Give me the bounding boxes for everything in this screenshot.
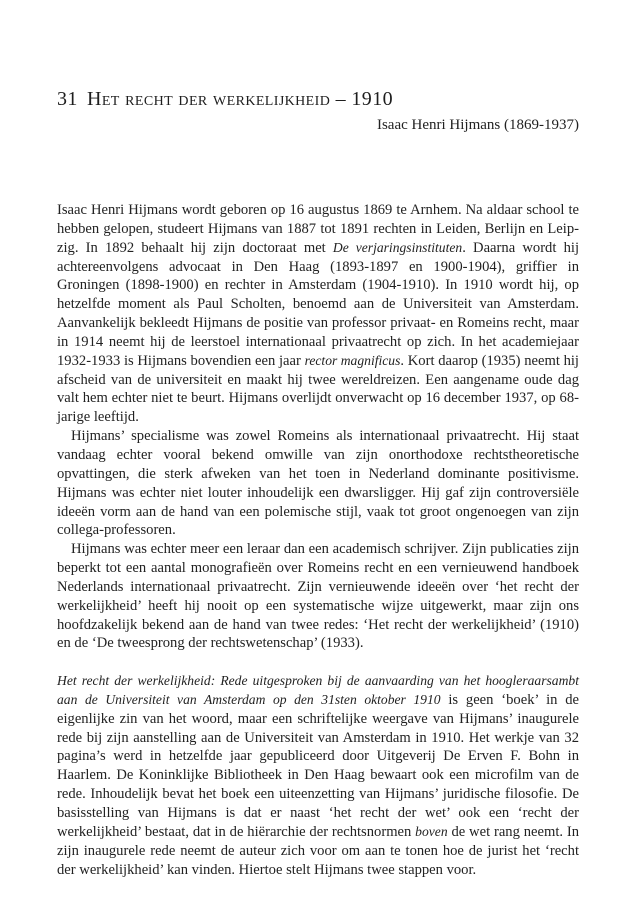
paragraph-book-description [57,672,579,879]
text-segment: . Daarna wordt hij achtereenvolgens advocaat in Den Haag (1893-1897 en 1900-1904), griffier in Groningen (1898-1900) en rechter in Amsterdam (1904-1910). In 1910 wordt hij, op hetzelfde moment als Paul Scholten, benoemd aan de Universiteit van Amsterdam. Aanvankelijk bekleedt Hijmans de positie van professor privaat- en Romeins recht, maar in 1914 neemt hij de leerstoel internationaal privaatrecht op zich. In het academiejaar 1932-1933 is Hijmans bovendien een jaar [57,239,579,369]
paragraph-publications [57,540,579,653]
italic-emphasis: boven [415,823,448,839]
text-segment: de wet rang neemt. In zijn inaugurele rede neemt de auteur zich voor om aan te tonen hoe de jurist het ‘recht der werkelijkheid’ kan vinden. Hiertoe stelt Hijmans twee stappen voor. [57,823,580,878]
chapter-title: Het recht der werkelijkheid – 1910 [87,88,394,110]
italic-title: De verjaringsinstituten [332,239,463,255]
chapter-author: Isaac Henri Hijmans (1869-1937) [376,117,579,133]
paragraph-specialism [57,427,579,540]
text-segment: Hijmans was echter meer een leraar dan een academisch schrijver. Zijn publicaties zijn beperkt tot een aantal monografieën over Romeins recht en een vernieuwend handboek Nederlands internationaal privaatrecht. Zijn vernieuwende ideeën over ‘het recht der werkelijkheid’ heeft hij nooit op een systematische wijze uitgewerkt, maar zijn ons hoofdzakelijk bekend aan de hand van twee redes: ‘Het recht der werkelijkheid’ (1910) en de ‘De tweesprong der rechtswetenschap’ (1933). [57,541,579,652]
chapter-heading [57,88,393,111]
text-segment: . Kort daarop (1935) neemt hij afscheid van de universiteit en maakt hij twee wereldreizen. Een aangename oude dag valt hem echter niet te beurt. Hijmans overlijdt onverwacht op 16 december 1937, op 68-jarige leeftijd. [57,352,579,426]
body-text [57,201,579,879]
italic-book-title: Het recht der werkelijkheid: Rede uitgesproken bij de aanvaarding van het hoogleraarsambt aan de Universiteit van Amsterdam op den 31sten oktober 1910 [57,673,579,707]
text-segment: is geen ‘boek’ in de eigenlijke zin van het woord, maar een schriftelijke weergave van Hijmans’ inaugurele rede bij zijn aanstelling aan de Universiteit van Amsterdam in 1910. Het werkje van 32 pagina’s werd in hetzelfde jaar gepubliceerd door Uitgeverij De Erven F. Bohn in Haarlem. De Koninklijke Bibliotheek in Den Haag bewaart ook een microfilm van de rede. Inhoudelijk bevat het boek een uiteenzetting van Hijmans’ juridische filosofie. De basisstelling van Hijmans is dat er naast ‘het recht der wet’ ook een ‘recht der werkelijkheid’ bestaat, dat in de hiërarchie der rechtsnormen [57,691,579,840]
paragraph-biography [57,201,579,427]
text-segment: Hijmans’ specialisme was zowel Romeins als internationaal privaatrecht. Hij staat vandaag echter vooral bekend omwille van zijn onorthodoxe rechtstheoretische opvattingen, die sterk afweken van het toen in Nederland dominante positivisme. Hijmans was echter niet louter inhoudelijk een dwarsligger. Hij gaf zijn controversiële ideeën vorm aan de hand van een polemische stijl, vaak tot groot ongenoegen van zijn collega-professoren. [57,428,579,539]
chapter-number: 31 [57,88,78,110]
italic-term: rector magnificus [304,352,401,368]
text-segment: Isaac Henri Hijmans wordt geboren op 16 augustus 1869 te Arnhem. Na aldaar school te hebben gelopen, studeert Hijmans van 1887 tot 1891 rechten in Leiden, Berlijn en Leipzig. In 1892 behaalt hij zijn doctoraat met [57,202,579,256]
